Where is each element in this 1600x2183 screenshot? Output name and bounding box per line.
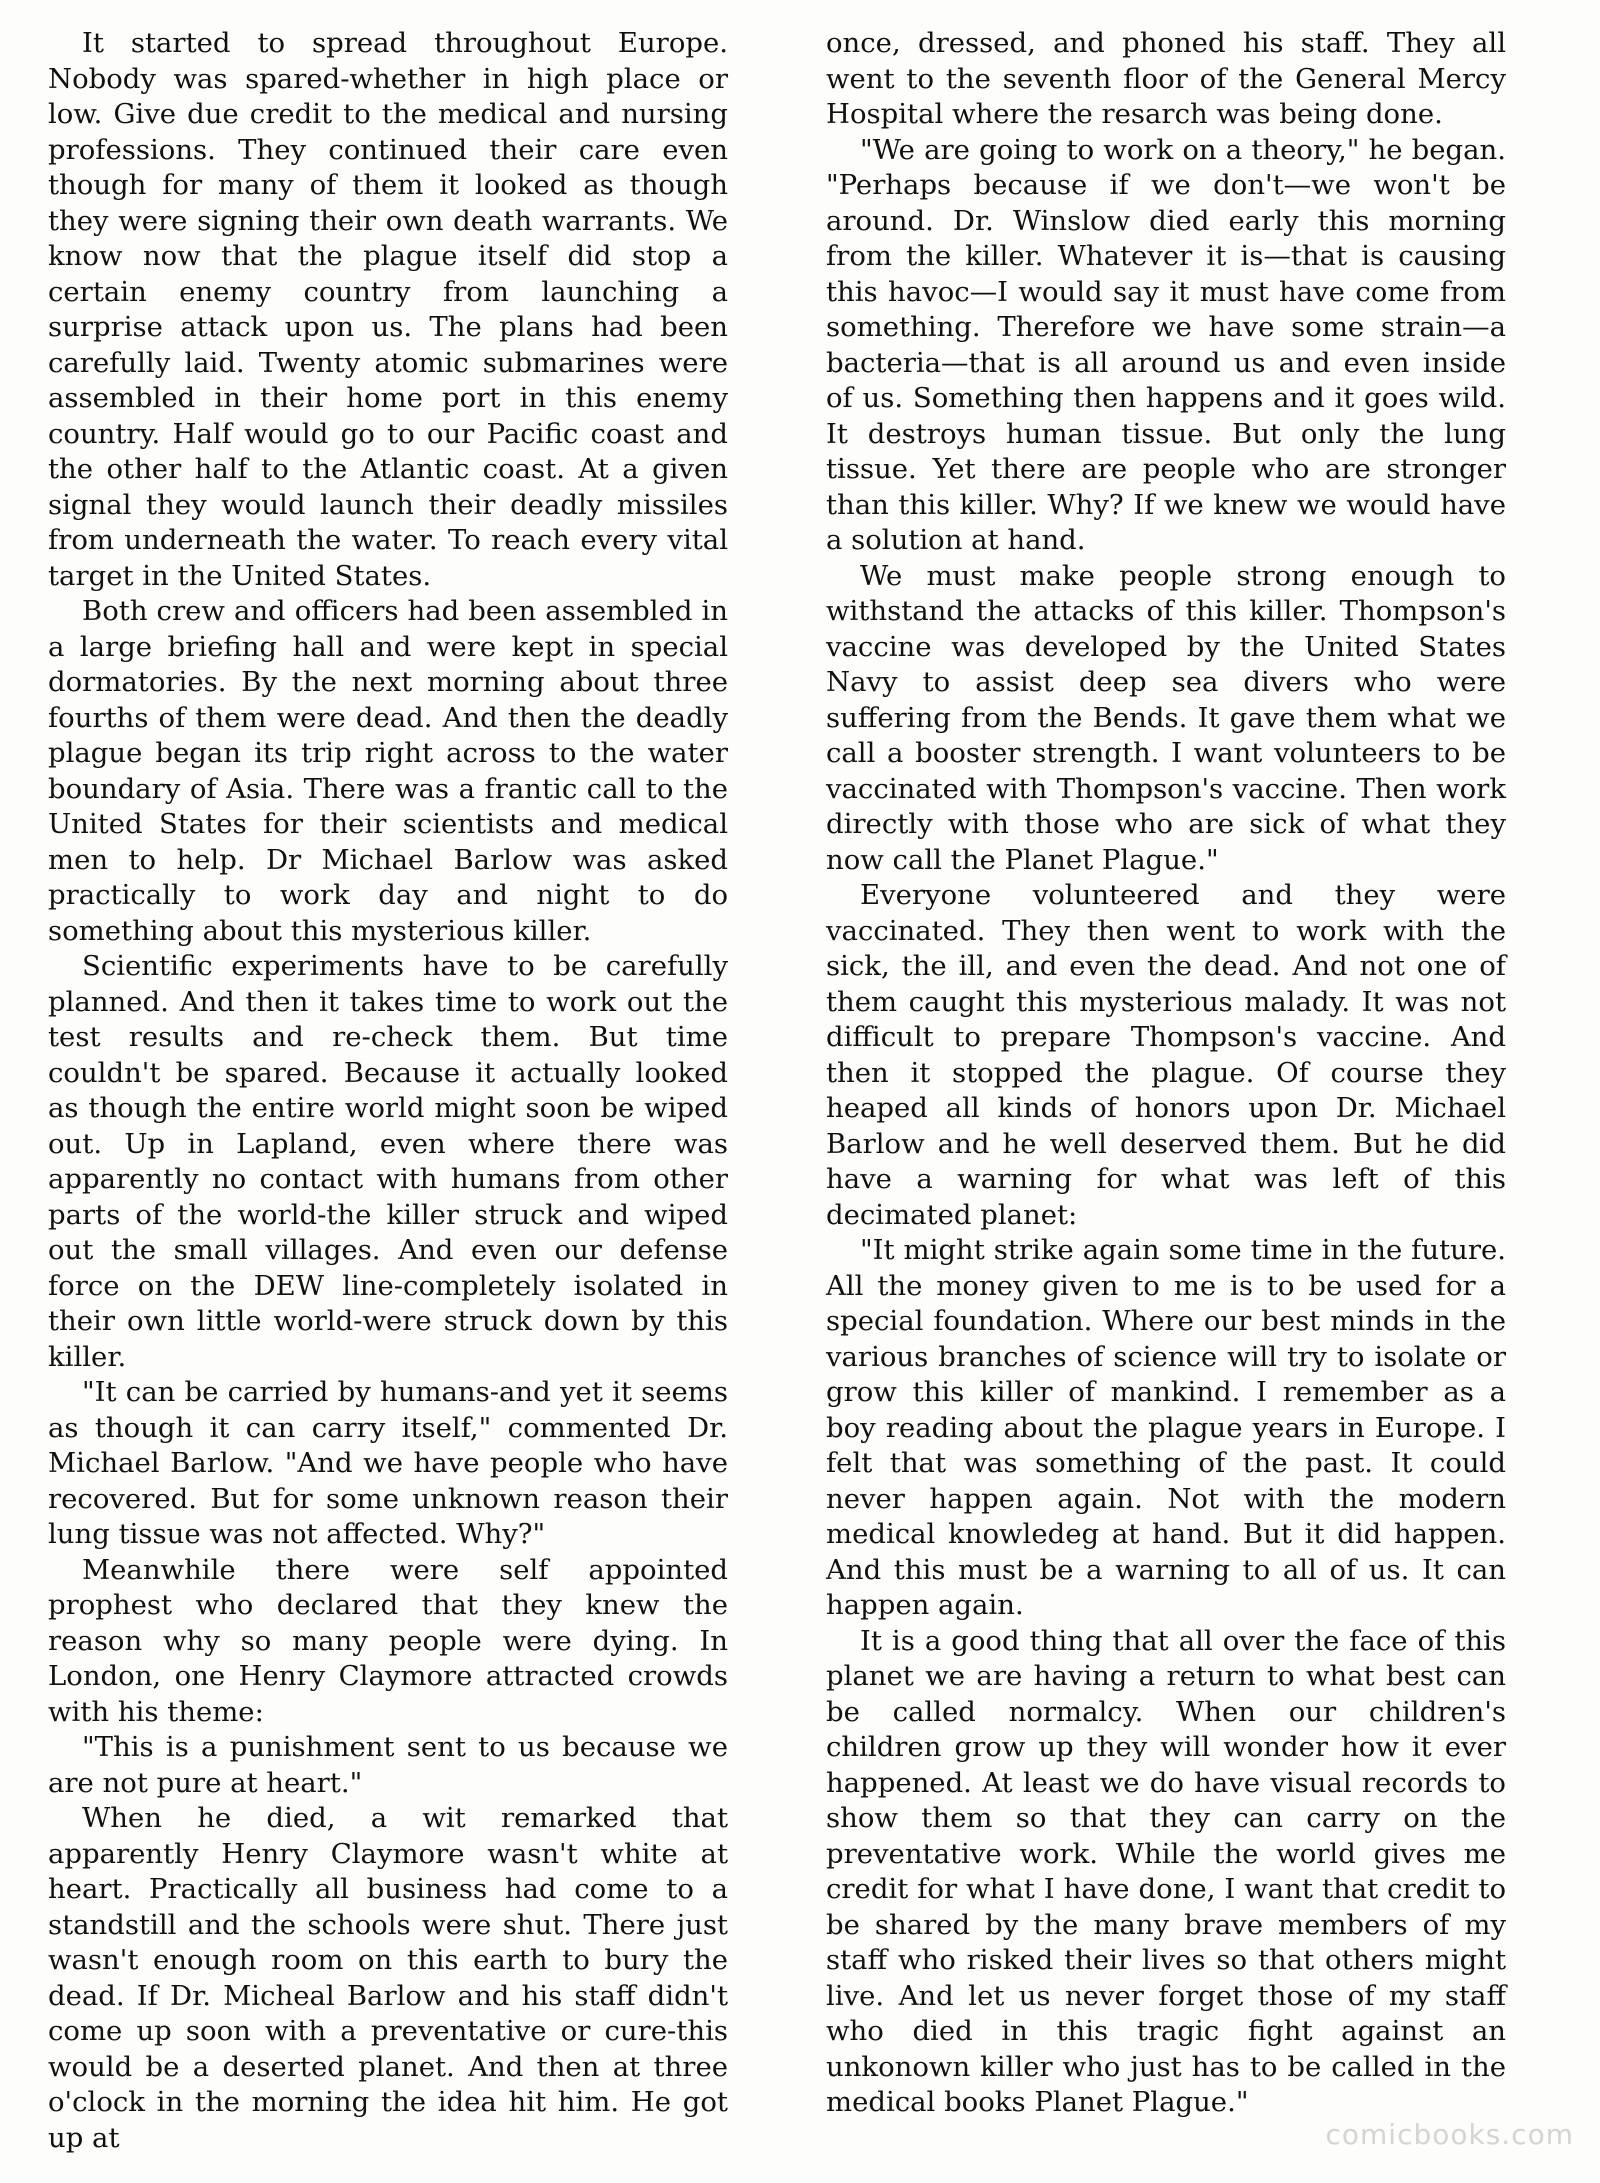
watermark: comicbooks.com	[1325, 2118, 1574, 2151]
right-column	[826, 26, 1506, 2121]
paragraph: "We are going to work on a theory," he began. "Perhaps because if we don't—we won't be around. Dr. Winslow died early this morning from the killer. Whatever it is—that is causing this havoc—I would say it must have come from something. Therefore we have some strain—a bacteria—that is all around us and even inside of us. Something then happens and it goes wild. It destroys human tissue. But only the lung tissue. Yet there are people who are stronger than this killer. Why? If we knew we would have a solution at hand.	[826, 133, 1506, 556]
paragraph: Scientific experiments have to be carefully planned. And then it takes time to work out the test results and re-check them. But time couldn't be spared. Because it actually looked as though the entire world might soon be wiped out. Up in Lapland, even where there was apparently no contact with humans from other parts of the world-the killer struck and wiped out the small villages. And even our defense force on the DEW line-completely isolated in their own little world-were struck down by this killer.	[48, 950, 728, 1373]
paragraph: "It can be carried by humans-and yet it seems as though it can carry itself," commented Dr. Michael Barlow. "And we have people who have recovered. But for some unknown reason their lung tissue was not affected. Why?"	[48, 1376, 728, 1550]
left-column	[48, 26, 728, 2156]
paragraph-continuation: once, dressed, and phoned his staff. They all went to the seventh floor of the General Mercy Hospital where the resarch was being done.	[826, 27, 1506, 130]
paragraph: It started to spread throughout Europe. Nobody was spared-whether in high place or low. Give due credit to the medical and nursing professions. They continued their care even though for many of them it looked as though they were signing their own death warrants. We know now that the plague itself did stop a certain enemy country from launching a surprise attack upon us. The plans had been carefully laid. Twenty atomic submarines were assembled in their home port in this enemy country. Half would go to our Pacific coast and the other half to the Atlantic coast. At a given signal they would launch their deadly missiles from underneath the water. To reach every vital target in the United States.	[48, 27, 728, 592]
paragraph: Both crew and officers had been assembled in a large briefing hall and were kept in special dormatories. By the next morning about three fourths of them were dead. And then the deadly plague began its trip right across to the water boundary of Asia. There was a frantic call to the United States for their scientists and medical men to help. Dr Michael Barlow was asked practically to work day and night to do something about this mysterious killer.	[48, 595, 728, 947]
paragraph: Meanwhile there were self appointed prophest who declared that they knew the reason why so many people were dying. In London, one Henry Claymore attracted crowds with his theme:	[48, 1553, 728, 1728]
paragraph: "This is a punishment sent to us because we are not pure at heart."	[48, 1731, 728, 1799]
paragraph: "It might strike again some time in the future. All the money given to me is to be used for a special foundation. Where our best minds in the various branches of science will try to isolate or grow this killer of mankind. I remember as a boy reading about the plague years in Europe. I felt that was something of the past. It could never happen again. Not with the modern medical knowledeg at hand. But it did happen. And this must be a warning to all of us. It can happen again.	[826, 1234, 1506, 1621]
paragraph: We must make people strong enough to withstand the attacks of this killer. Thompson's vaccine was developed by the United States Navy to assist deep sea divers who were suffering from the Bends. It gave them what we call a booster strength. I want volunteers to be vaccinated with Thompson's vaccine. Then work directly with those who are sick of what they now call the Planet Plague."	[826, 559, 1506, 876]
paragraph: It is a good thing that all over the face of this planet we are having a return to what best can be called normalcy. When our children's children grow up they will wonder how it ever happened. At least we do have visual records to show them so that they can carry on the preventative work. While the world gives me credit for what I have done, I want that credit to be shared by the many brave members of my staff who risked their lives so that others might live. And let us never forget those of my staff who died in this tragic fight against an unkonown killer who just has to be called in the medical books Planet Plague."	[826, 1624, 1506, 2118]
paragraph: When he died, a wit remarked that apparently Henry Claymore wasn't white at heart. Practically all business had come to a standstill and the schools were shut. There just wasn't enough room on this earth to bury the dead. If Dr. Micheal Barlow and his staff didn't come up soon with a preventative or cure-this would be a deserted planet. And then at three o'clock in the morning the idea hit him. He got up at	[48, 1802, 728, 2154]
paragraph: Everyone volunteered and they were vaccinated. They then went to work with the sick, the ill, and even the dead. And not one of them caught this mysterious malady. It was not difficult to prepare Thompson's vaccine. And then it stopped the plague. Of course they heaped all kinds of honors upon Dr. Michael Barlow and he well deserved them. But he did have a warning for what was left of this decimated planet:	[826, 879, 1506, 1231]
